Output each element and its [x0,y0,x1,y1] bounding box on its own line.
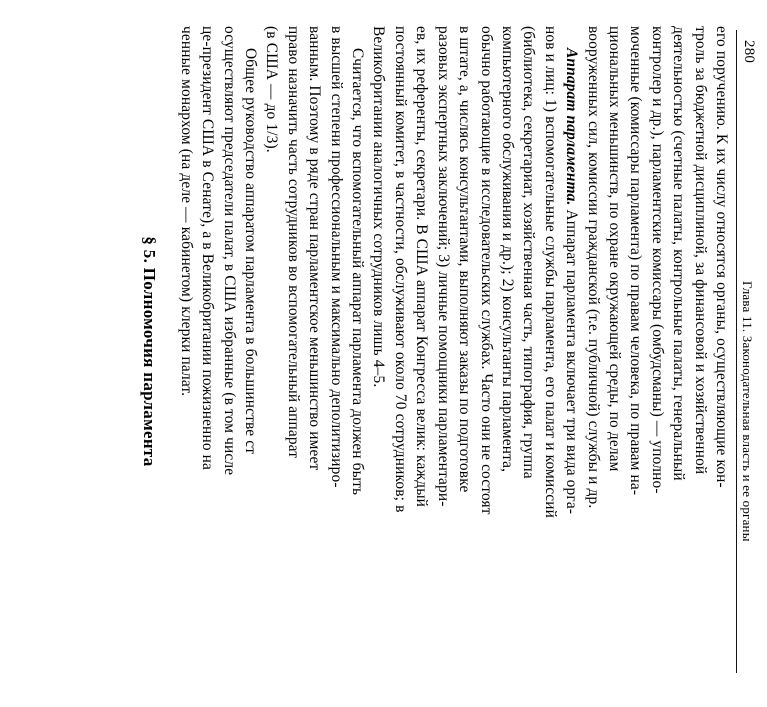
text-line: (библиотека, секретариат, хозяйственная часть, типография, группа [520,26,538,479]
text-line: деятельностью (счетные палаты, контрольные палаты, генеральный [670,26,688,481]
paragraph-4 [175,26,261,677]
text-fragment: Аппарат парламента включает три вида орга- [563,205,581,515]
text-line: его поручению. К их числу относятся органы, осуществляющие кон- [713,26,730,488]
text-line: ченные монархом (на деле — кабинетом) клерки палат. [177,26,195,397]
text-line: Великобритании аналогичных сотрудников лишь 4–5. [370,26,388,388]
text-line: троль за бюджетной дисциплиной, за финансовой и хозяйственной [691,26,709,475]
text-line: моченные (комиссары парламента) по правам человека, по правам на- [627,26,645,496]
text-line: нов и лиц: 1) вспомогательные службы парламента, его палат и комиссий [541,26,559,519]
text-line: в высшей степени профессиональным и максимально деполитизиро- [327,26,345,488]
running-head: Глава 11. Законодательная власть и ее органы [740,281,755,542]
text-line [561,26,582,677]
text-line: ев, их референты, секретари. В США аппарат Конгресса велик: каждый [413,26,431,508]
text-line: обычно работающие в исследовательских службах. Часто они не состоят [477,26,495,515]
paragraph-term: Аппарат парламента. [563,48,581,206]
text-line: ванным. Поэтому в ряде стран парламентское меньшинство имеет [306,26,324,471]
paragraph-3 [261,26,368,677]
text-line: разовых экспертных заключений; 3) личные помощники парламентари- [434,26,452,507]
paragraph-2 [368,26,582,677]
body-text [175,26,732,677]
page-number: 280 [741,40,757,64]
text-line: це-президент США в Сенате), а в Великобритании пожизненно на [199,26,217,471]
section-title: § 5. Полномочия парламента [140,236,160,467]
text-line: компьютерного обслуживания и др.); 2) консультанты парламента, [498,26,516,473]
text-line: контролер и др.), парламентские комиссары (омбудсманы) — уполно- [648,26,666,494]
text-line: право назначить часть сотрудников во вспомогательный аппарат [284,26,302,459]
page-header [737,26,759,677]
text-line: вооруженных сил, комиссии гражданской (т.е. публичной) службы и др. [584,26,602,509]
paragraph-1 [582,26,732,677]
text-line: осуществляют председатели палат, в США избранные (в том числе [220,26,238,476]
text-line: в штате, а, числясь консультантами, выполняют заказы по подготовке [456,26,474,493]
text-line: постоянный комитет, в частности, обслуживают около 70 сотрудников; в [391,26,409,513]
text-line: Считается, что вспомогательный аппарат парламента должен быть [349,48,367,496]
text-line: Общее руководство аппаратом парламента в большинстве ст [242,48,260,455]
text-line: циональных меньшинств, по охране окружающей среды, по делам [605,26,623,472]
text-line: (в США — до 1/3). [263,26,281,153]
